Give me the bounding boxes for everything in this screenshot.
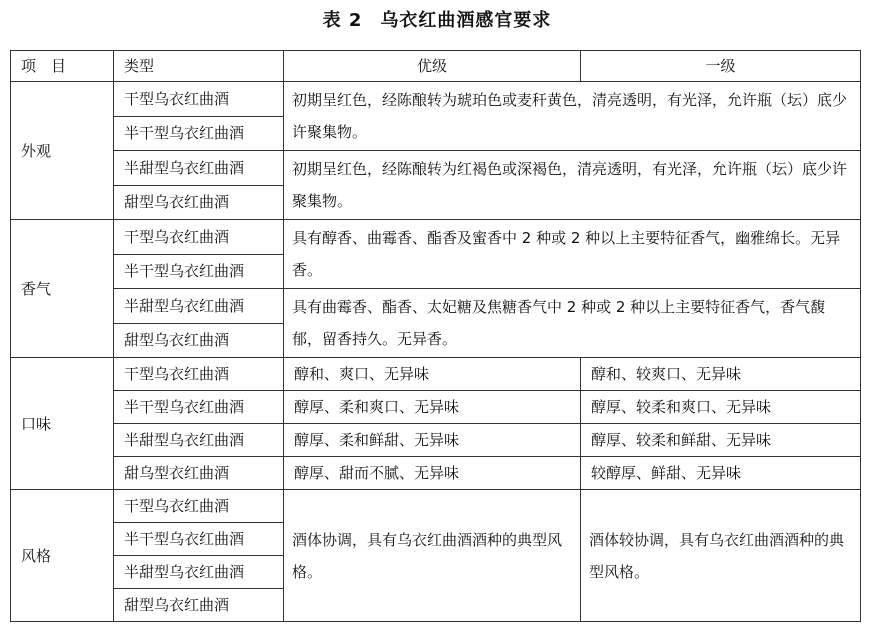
table-row [11,391,861,424]
type-cell: 干型乌衣红曲酒 [114,490,284,523]
item-appearance: 外观 [11,82,114,220]
style-premium: 酒体协调，具有乌衣红曲酒酒种的典型风格。 [284,490,581,622]
taste-premium: 醇厚、甜而不腻、无异味 [284,457,581,490]
aroma-desc-2: 具有曲霉香、酯香、太妃糖及焦糖香气中 2 种或 2 种以上主要特征香气，香气馥郁，留香持久。无异香。 [284,289,861,358]
type-cell: 甜乌型衣红曲酒 [114,457,284,490]
type-cell: 干型乌衣红曲酒 [114,358,284,391]
appearance-desc-1: 初期呈红色，经陈酿转为琥珀色或麦秆黄色，清亮透明，有光泽，允许瓶（坛）底少许聚集物。 [284,82,861,151]
type-cell: 甜型乌衣红曲酒 [114,589,284,622]
table-caption [0,6,874,32]
table-row [11,358,861,391]
item-taste: 口味 [11,358,114,490]
item-style: 风格 [11,490,114,622]
type-cell: 甜型乌衣红曲酒 [114,185,284,220]
taste-first: 较醇厚、鲜甜、无异味 [581,457,861,490]
table-number: 表 2 [322,10,363,31]
type-cell: 半甜型乌衣红曲酒 [114,151,284,186]
type-cell: 干型乌衣红曲酒 [114,82,284,117]
taste-premium: 醇厚、柔和鲜甜、无异味 [284,424,581,457]
taste-premium: 醇和、爽口、无异味 [284,358,581,391]
table-row [11,220,861,255]
sensory-requirements-table [10,50,861,622]
type-cell: 甜型乌衣红曲酒 [114,323,284,358]
type-cell: 半甜型乌衣红曲酒 [114,556,284,589]
table-row [11,151,861,186]
table-row [11,424,861,457]
table-row [11,457,861,490]
taste-first: 醇厚、较柔和爽口、无异味 [581,391,861,424]
taste-premium: 醇厚、柔和爽口、无异味 [284,391,581,424]
aroma-desc-1: 具有醇香、曲霉香、酯香及蜜香中 2 种或 2 种以上主要特征香气，幽雅绵长。无异香。 [284,220,861,289]
taste-first: 醇厚、较柔和鲜甜、无异味 [581,424,861,457]
table-row [11,289,861,324]
type-cell: 半干型乌衣红曲酒 [114,523,284,556]
type-cell: 半干型乌衣红曲酒 [114,116,284,151]
header-row [11,51,861,82]
type-cell: 半干型乌衣红曲酒 [114,391,284,424]
table-title: 乌衣红曲酒感官要求 [380,10,552,31]
item-aroma: 香气 [11,220,114,358]
type-cell: 半甜型乌衣红曲酒 [114,424,284,457]
header-premium: 优级 [284,51,581,82]
header-item: 项 目 [11,51,114,82]
header-type: 类型 [114,51,284,82]
header-first: 一级 [581,51,861,82]
type-cell: 干型乌衣红曲酒 [114,220,284,255]
table-row [11,490,861,523]
type-cell: 半干型乌衣红曲酒 [114,254,284,289]
appearance-desc-2: 初期呈红色，经陈酿转为红褐色或深褐色，清亮透明，有光泽，允许瓶（坛）底少许聚集物。 [284,151,861,220]
table-row [11,82,861,117]
style-first: 酒体较协调，具有乌衣红曲酒酒种的典型风格。 [581,490,861,622]
taste-first: 醇和、较爽口、无异味 [581,358,861,391]
type-cell: 半甜型乌衣红曲酒 [114,289,284,324]
